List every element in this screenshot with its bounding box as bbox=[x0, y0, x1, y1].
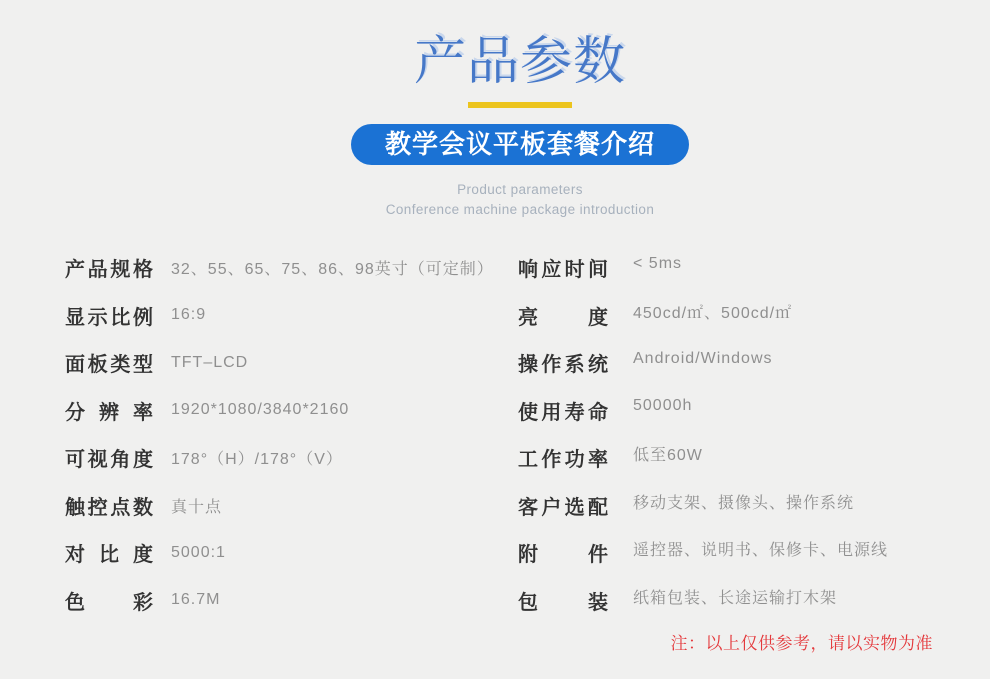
spec-value: 移动支架、摄像头、操作系统 bbox=[633, 494, 855, 512]
spec-value: 32、55、65、75、86、98英寸（可定制） bbox=[171, 261, 494, 279]
spec-value: Android/Windows bbox=[633, 349, 773, 367]
spec-row-panel-type bbox=[65, 339, 518, 387]
spec-label: 操作系统 bbox=[518, 354, 608, 377]
spec-label: 响应时间 bbox=[518, 259, 608, 282]
spec-value: 纸箱包装、长途运输打木架 bbox=[633, 589, 838, 607]
spec-value: 178°（H）/178°（V） bbox=[171, 451, 343, 469]
subtitle-en-line2: Conference machine package introduction bbox=[385, 202, 655, 218]
spec-column-right bbox=[518, 244, 990, 624]
spec-label: 产品规格 bbox=[65, 259, 153, 282]
spec-value: 低至60W bbox=[633, 447, 703, 465]
spec-label: 触控点数 bbox=[65, 496, 153, 519]
spec-value: 50000h bbox=[633, 397, 693, 415]
spec-row-response-time bbox=[518, 244, 990, 292]
page-title: 产品参数 bbox=[413, 33, 626, 91]
spec-value: TFT–LCD bbox=[171, 353, 249, 371]
spec-label: 包装 bbox=[518, 591, 608, 614]
spec-label: 分辨率 bbox=[65, 401, 153, 424]
spec-value: 真十点 bbox=[171, 498, 223, 516]
spec-value: 遥控器、说明书、保修卡、电源线 bbox=[633, 542, 889, 560]
page-header bbox=[25, 30, 990, 221]
spec-row-product-size bbox=[65, 244, 518, 292]
spec-row-lifespan bbox=[518, 387, 990, 435]
spec-label: 面板类型 bbox=[65, 354, 153, 377]
spec-table bbox=[65, 244, 990, 624]
spec-row-brightness bbox=[518, 292, 990, 340]
spec-value: 16:9 bbox=[171, 306, 207, 324]
disclaimer-note: 注：以上仅供参考，请以实物为准 bbox=[670, 634, 933, 653]
spec-row-color-depth bbox=[65, 577, 518, 625]
package-intro-badge: 教学会议平板套餐介绍 bbox=[351, 124, 689, 165]
spec-row-packaging bbox=[518, 577, 990, 625]
spec-label: 亮度 bbox=[518, 306, 608, 329]
spec-row-resolution bbox=[65, 387, 518, 435]
spec-label: 使用寿命 bbox=[518, 401, 608, 424]
spec-value: < 5ms bbox=[633, 254, 683, 272]
spec-row-optional-accessories bbox=[518, 482, 990, 530]
spec-label: 工作功率 bbox=[518, 449, 608, 472]
spec-label: 对比度 bbox=[65, 544, 153, 567]
spec-row-contrast bbox=[65, 529, 518, 577]
spec-value: 5000:1 bbox=[171, 543, 226, 561]
spec-label: 可视角度 bbox=[65, 449, 153, 472]
spec-row-aspect-ratio bbox=[65, 292, 518, 340]
spec-row-accessories bbox=[518, 529, 990, 577]
spec-row-os bbox=[518, 339, 990, 387]
spec-row-power bbox=[518, 434, 990, 482]
spec-value: 450cd/㎡、500cd/㎡ bbox=[633, 304, 793, 322]
spec-label: 色彩 bbox=[65, 591, 153, 614]
spec-label: 客户选配 bbox=[518, 496, 608, 519]
subtitle-en-line1: Product parameters bbox=[457, 182, 583, 197]
spec-column-left bbox=[65, 244, 518, 624]
spec-row-viewing-angle bbox=[65, 434, 518, 482]
spec-row-touch-points bbox=[65, 482, 518, 530]
spec-label: 显示比例 bbox=[65, 306, 153, 329]
spec-label: 附件 bbox=[518, 544, 608, 567]
spec-value: 1920*1080/3840*2160 bbox=[171, 401, 350, 419]
subtitle-en bbox=[25, 180, 990, 221]
spec-value: 16.7M bbox=[171, 591, 221, 609]
